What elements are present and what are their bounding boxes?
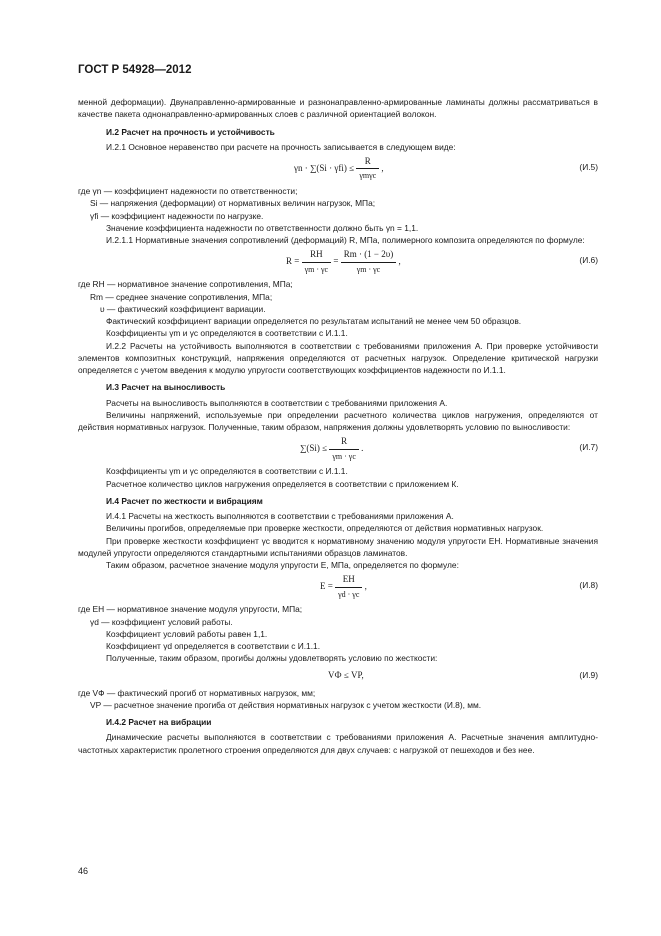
formula-i5 xyxy=(78,155,598,181)
definition: Si — напряжения (деформации) от нормативных величин нагрузок, МПа; xyxy=(90,198,376,209)
fraction: $\frac{R}{\gamma m \cdot \gamma c}$ xyxy=(329,435,359,463)
paragraph: Расчетное количество циклов нагружения определяется в соответствии с приложением К. xyxy=(106,478,459,489)
formula-expression: ∑(Si) ≤ $\frac{R}{\gamma m \cdot \gamma c}$ . xyxy=(300,435,363,463)
definition: VP — расчетное значение прогиба от действия нормативных нагрузок с учетом жесткости (И.8), мм. xyxy=(90,699,482,710)
paragraph: И.2.2 Расчеты на устойчивость выполняются в соответствии с требованиями приложения А. При проверке устойчивости элементов композитных конструкций, напряжения определяются от расчетных нагрузок. Определение критической нагрузки определяется с учетом введения к модулю упругости соответствующих коэффициентов надежности по И.1.1. xyxy=(78,340,598,375)
paragraph: Полученные, таким образом, прогибы должны удовлетворять условию по жесткости: xyxy=(106,653,438,664)
paragraph: Таким образом, расчетное значение модуля упругости E, МПа, определяется по формуле: xyxy=(106,560,459,570)
definition: где EH — нормативное значение модуля упругости, МПа; xyxy=(78,604,303,615)
page-number: 46 xyxy=(78,866,89,876)
definition: где RH — нормативное значение сопротивления, МПа; xyxy=(78,279,293,290)
formula-number: (И.8) xyxy=(579,580,598,591)
paragraph: Величины прогибов, определяемые при проверке жесткости, определяются от действия нормативных нагрузок. xyxy=(106,523,544,534)
paragraph: Динамические расчеты выполняются в соответствии с требованиями приложения А. Расчетные значения амплитудно-частотных характеристик пролетного строения определяются для двух случаев: с нагрузкой от пешеходов и без нее. xyxy=(78,732,598,755)
definition: Rm — среднее значение сопротивления, МПа; xyxy=(90,291,273,302)
standard-header: ГОСТ Р 54928—2012 xyxy=(78,64,192,76)
formula-expression: E = $\frac{EH}{\gamma d \cdot \gamma c}$ , xyxy=(320,573,367,601)
paragraph: Коэффициент γd определяется в соответствии с И.1.1. xyxy=(106,641,321,651)
formula-i9 xyxy=(78,667,598,683)
paragraph: И.4.1 Расчеты на жесткость выполняются в соответствии с требованиями приложения А. xyxy=(106,511,454,521)
formula-number: (И.6) xyxy=(579,255,598,266)
section-heading: И.2 Расчет на прочность и устойчивость xyxy=(106,126,275,137)
formula-i7 xyxy=(78,435,598,461)
definition: γfi — коэффициент надежности по нагрузке. xyxy=(90,210,264,221)
fraction: $\frac{EH}{\gamma d \cdot \gamma c}$ xyxy=(335,573,362,601)
formula-expression: R = $\frac{RH}{\gamma m \cdot \gamma c}$ = $\frac{Rm \cdot (1 - 2\upsilon)}{\gamma m \cdot \gamma c}$ , xyxy=(286,248,401,276)
formula-number: (И.5) xyxy=(579,162,598,172)
paragraph: менной деформации). Двунаправленно-армированные и разнонаправленно-армированные ламинаты должны рассматриваться в качестве пакета однонаправленно-армированных слоев с различной ориентацией волокон. xyxy=(78,97,598,120)
paragraph: Коэффициенты γm и γc определяются в соответствии с И.1.1. xyxy=(106,328,348,339)
formula-number: (И.7) xyxy=(579,442,598,453)
paragraph: Величины напряжений, используемые при определении расчетного количества циклов нагружения, определяются от действия нормативных нагрузок. Полученные, таким образом, напряжения должны удовлетворять условию по выносливости: xyxy=(78,409,598,432)
definition: где VФ — фактический прогиб от нормативных нагрузок, мм; xyxy=(78,687,316,698)
fraction: $\frac{R}{\text{γmγc}}$ xyxy=(356,155,379,183)
paragraph: Значение коэффициента надежности по ответственности должно быть γn = 1,1. xyxy=(106,222,419,233)
formula-number: (И.9) xyxy=(579,669,598,680)
paragraph: И.2.1 Основное неравенство при расчете на прочность записывается в следующем виде: xyxy=(106,141,456,152)
formula-expression: VФ ≤ VP, xyxy=(328,669,364,680)
paragraph: Коэффициент условий работы равен 1,1. xyxy=(106,628,268,639)
paragraph: Расчеты на выносливость выполняются в соответствии с требованиями приложения А. xyxy=(106,397,448,408)
definition: γd — коэффициент условий работы. xyxy=(90,616,233,627)
definition: υ — фактический коэффициент вариации. xyxy=(100,303,266,314)
paragraph: Фактический коэффициент вариации определяется по результатам испытаний не менее чем 50 образцов. xyxy=(106,316,522,326)
paragraph: И.2.1.1 Нормативные значения сопротивлений (деформаций) R, МПа, полимерного композита определяются по формуле: xyxy=(106,235,585,245)
fraction: $\frac{Rm \cdot (1 - 2\upsilon)}{\gamma m \cdot \gamma c}$ xyxy=(341,248,397,276)
section-heading: И.4.2 Расчет на вибрации xyxy=(106,717,212,727)
formula-expression: γn · ∑(Si · γfi) ≤ $\frac{R}{\text{γmγc}}$ , xyxy=(294,155,384,183)
fraction: $\frac{RH}{\gamma m \cdot \gamma c}$ xyxy=(302,248,332,276)
paragraph: Коэффициенты γm и γc определяются в соответствии с И.1.1. xyxy=(106,466,348,477)
paragraph: При проверке жесткости коэффициент γc вводится к нормативному значению модуля упругости EH. Нормативные значения модулей упругости определяются стандартными испытаниями образцов ламинатов. xyxy=(78,535,598,558)
formula-i8 xyxy=(78,573,598,599)
section-heading: И.3 Расчет на выносливость xyxy=(106,382,226,393)
document-body xyxy=(78,96,598,756)
section-heading: И.4 Расчет по жесткости и вибрациям xyxy=(106,495,263,506)
definition: где γn — коэффициент надежности по ответственности; xyxy=(78,186,298,196)
formula-i6 xyxy=(78,248,598,274)
